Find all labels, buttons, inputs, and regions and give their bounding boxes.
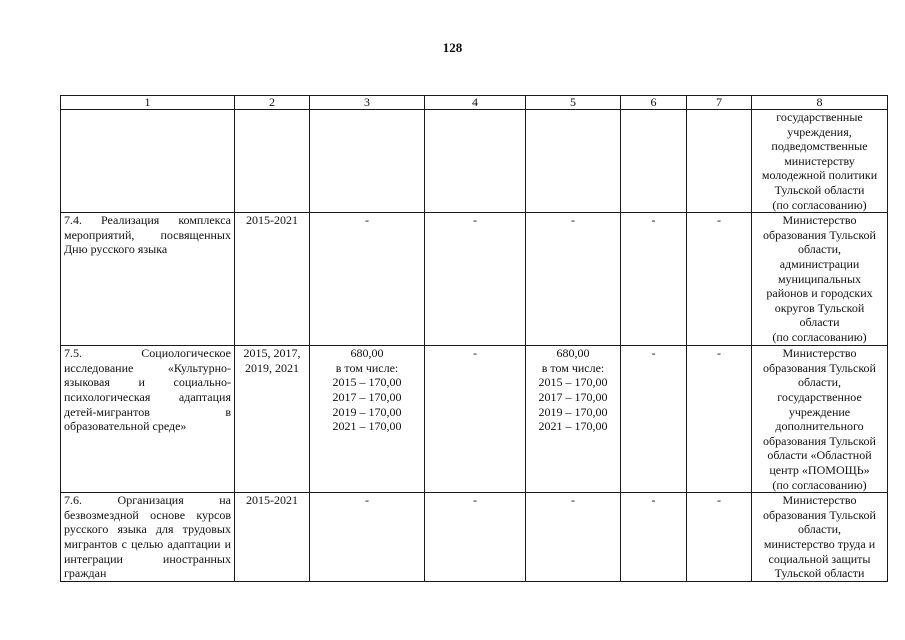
cell-col-4: [425, 493, 526, 582]
cell-col-5: [526, 110, 621, 213]
cell-line: Министерство: [782, 346, 857, 361]
table-row: [61, 493, 888, 582]
table-body: [61, 96, 888, 582]
cell-line: 2017 – 170,00: [332, 389, 402, 404]
cell-line: образования Тульской: [763, 360, 876, 375]
cell-col-7: [687, 213, 752, 346]
header-cell-7: 7: [687, 96, 752, 110]
cell-line: социальной защиты: [768, 551, 871, 566]
cell-line: Министерство: [782, 213, 857, 228]
cell-col-6: [621, 110, 687, 213]
cell-col-1: [61, 110, 235, 213]
cell-line: муниципальных: [777, 271, 862, 286]
table-row: [61, 346, 888, 493]
cell-line: -: [651, 493, 656, 508]
cell-line: в том числе:: [335, 360, 399, 375]
cell-col-1: 7.4. Реализация комплекса мероприятий, посвященных Дню русского языка: [61, 213, 235, 346]
cell-line: (по согласованию): [772, 197, 867, 212]
cell-line: государственные: [776, 110, 863, 124]
cell-col-8: [752, 110, 888, 213]
cell-col-4: [425, 346, 526, 493]
header-cell-5: 5: [526, 96, 621, 110]
cell-line: Тульской области: [774, 182, 865, 197]
cell-col-4: [425, 110, 526, 213]
cell-line: -: [571, 493, 575, 508]
measures-table: [60, 95, 888, 582]
cell-line: образования Тульской: [763, 433, 876, 448]
header-cell-3: 3: [310, 96, 425, 110]
cell-line: области «Областной: [767, 448, 872, 463]
cell-line: -: [365, 213, 369, 228]
cell-col-6: [621, 213, 687, 346]
cell-col-2: 2015-2021: [235, 213, 310, 346]
cell-line: -: [365, 493, 369, 508]
cell-line: округов Тульской: [774, 300, 865, 315]
cell-line: -: [651, 346, 656, 361]
cell-line: администрации: [779, 256, 860, 271]
cell-line: Тульской области: [774, 566, 865, 581]
cell-col-2: 2015, 2017, 2019, 2021: [235, 346, 310, 493]
cell-col-8: [752, 213, 888, 346]
cell-line: (по согласованию): [772, 329, 867, 344]
cell-line: 2017 – 170,00: [538, 389, 608, 404]
cell-line: в том числе:: [541, 360, 605, 375]
cell-line: 2021 – 170,00: [538, 419, 608, 434]
cell-col-7: [687, 110, 752, 213]
table-row: [61, 110, 888, 213]
cell-line: 680,00: [556, 346, 590, 361]
cell-line: 2015 – 170,00: [538, 375, 608, 390]
cell-col-5: [526, 346, 621, 493]
cell-line: центр «ПОМОЩЬ»: [769, 462, 870, 477]
cell-line: 2019 – 170,00: [538, 404, 608, 419]
cell-line: -: [473, 493, 477, 508]
cell-line: области: [799, 315, 840, 330]
cell-line: -: [473, 346, 477, 361]
cell-line: -: [651, 213, 656, 228]
cell-col-4: [425, 213, 526, 346]
cell-line: -: [717, 493, 721, 508]
cell-line: учреждение: [788, 404, 851, 419]
cell-col-2: [235, 110, 310, 213]
cell-line: области,: [797, 242, 842, 257]
cell-line: -: [473, 213, 477, 228]
cell-line: учреждения,: [787, 124, 852, 139]
cell-line: подведомственные: [771, 139, 868, 154]
header-cell-2: 2: [235, 96, 310, 110]
cell-line: 2021 – 170,00: [332, 419, 402, 434]
cell-line: министерство труда и: [763, 536, 876, 551]
cell-line: -: [717, 213, 721, 228]
cell-line: районов и городских: [766, 286, 873, 301]
cell-col-3: [310, 493, 425, 582]
page-number: 128: [442, 40, 463, 55]
header-cell-1: 1: [61, 96, 235, 110]
table-row: [61, 213, 888, 346]
cell-line: области,: [797, 522, 842, 537]
cell-col-1: 7.6. Организация на безвозмездной основе курсов русского языка для трудовых мигрантов с целью адаптации и интеграции иностранных граждан: [61, 493, 235, 582]
cell-col-5: [526, 493, 621, 582]
header-cell-8: 8: [752, 96, 888, 110]
cell-col-1: 7.5. Социологическое исследование «Культурно-языковая и социально-психологическая адаптация детей-мигрантов в образовательной среде»: [61, 346, 235, 493]
cell-line: области,: [797, 375, 842, 390]
cell-col-8: [752, 493, 888, 582]
cell-line: министерству: [784, 153, 855, 168]
cell-line: молодежной политики: [761, 168, 878, 183]
cell-line: (по согласованию): [772, 477, 867, 492]
cell-col-5: [526, 213, 621, 346]
cell-line: образования Тульской: [763, 227, 876, 242]
cell-line: 680,00: [350, 346, 384, 361]
header-row: [61, 96, 888, 110]
cell-col-3: [310, 213, 425, 346]
cell-line: 2019 – 170,00: [332, 404, 402, 419]
cell-col-7: [687, 493, 752, 582]
header-cell-6: 6: [621, 96, 687, 110]
cell-col-7: [687, 346, 752, 493]
cell-line: образования Тульской: [763, 507, 876, 522]
cell-line: Министерство: [782, 493, 857, 508]
cell-col-8: [752, 346, 888, 493]
cell-col-3: [310, 346, 425, 493]
cell-line: государственное: [777, 389, 862, 404]
cell-col-3: [310, 110, 425, 213]
cell-col-2: 2015-2021: [235, 493, 310, 582]
header-cell-4: 4: [425, 96, 526, 110]
cell-line: 2015 – 170,00: [332, 375, 402, 390]
cell-line: -: [571, 213, 575, 228]
cell-line: -: [717, 346, 721, 361]
cell-col-6: [621, 493, 687, 582]
cell-col-6: [621, 346, 687, 493]
cell-line: дополнительного: [775, 419, 864, 434]
